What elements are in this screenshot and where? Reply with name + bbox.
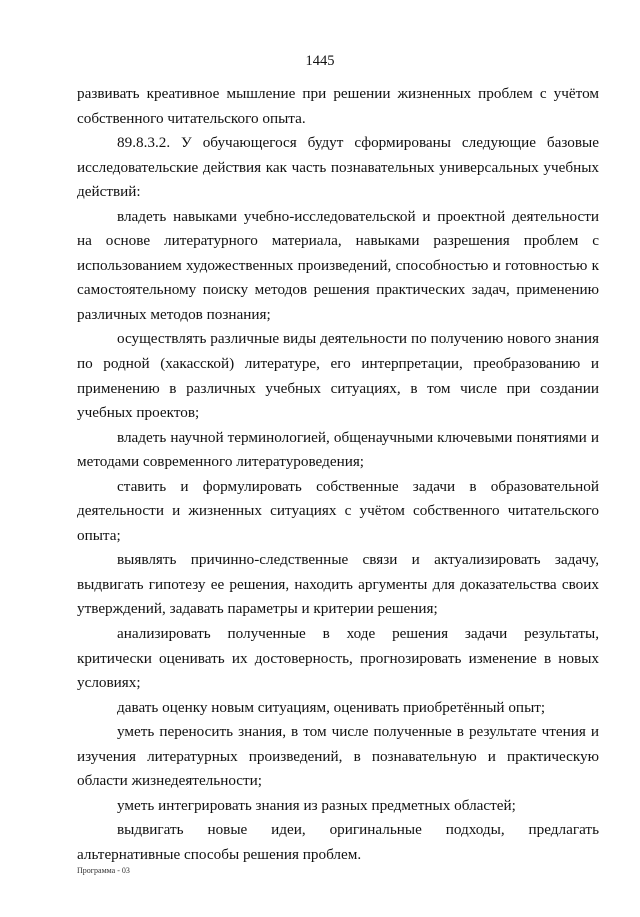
paragraph-item: ставить и формулировать собственные задачи в образовательной деятельности и жизненных ситуациях с учётом собственного читательского опыта;	[77, 477, 599, 544]
document-body	[77, 82, 599, 868]
paragraph-section-heading: 89.8.3.2. У обучающегося будут сформированы следующие базовые исследовательские действия как часть познавательных универсальных учебных действий:	[77, 134, 599, 201]
paragraph-continuation: развивать креативное мышление при решении жизненных проблем с учётом собственного читательского опыта.	[77, 85, 599, 127]
paragraph-item: уметь переносить знания, в том числе полученные в результате чтения и изучения литературных произведений, в познавательную и практическую области жизнедеятельности;	[77, 723, 599, 790]
paragraph-item: владеть научной терминологией, общенаучными ключевыми понятиями и методами современного литературоведения;	[77, 428, 599, 471]
paragraph-item: выявлять причинно-следственные связи и актуализировать задачу, выдвигать гипотезу ее решения, находить аргументы для доказательства своих утверждений, задавать параметры и критерии решения;	[77, 551, 599, 618]
paragraph-item: владеть навыками учебно-исследовательской и проектной деятельности на основе литературного материала, навыками разрешения проблем с использованием художественных произведений, способностью и готовностью к самостоятельному поиску методов решения практических задач, применению различных методов познания;	[77, 207, 599, 323]
paragraph-item: уметь интегрировать знания из разных предметных областей;	[117, 796, 516, 814]
paragraph-item: давать оценку новым ситуациям, оценивать приобретённый опыт;	[117, 698, 546, 716]
paragraph-item: анализировать полученные в ходе решения задачи результаты, критически оценивать их достоверность, прогнозировать изменение в новых условиях;	[77, 625, 599, 692]
footer-label: Программа - 03	[77, 866, 130, 875]
page-number: 1445	[305, 53, 335, 69]
paragraph-item: выдвигать новые идеи, оригинальные подходы, предлагать альтернативные способы решения проблем.	[77, 821, 599, 863]
paragraph-item: осуществлять различные виды деятельности по получению нового знания по родной (хакасской) литературе, его интерпретации, преобразованию и применению в различных учебных ситуациях, в том числе при создании учебных проектов;	[77, 330, 599, 422]
